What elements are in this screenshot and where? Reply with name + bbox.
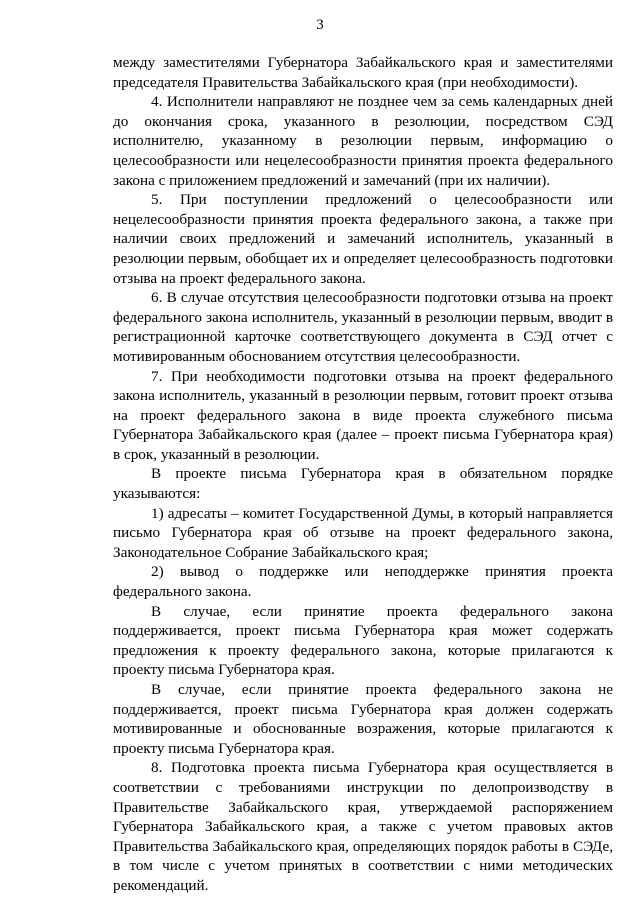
paragraph-case-supported: В случае, если принятие проекта федерального закона поддерживается, проект письма Губернатора края может содержать предложения к проекту федерального закона, которые прилагаются к проекту письма Губернатора края. bbox=[113, 602, 613, 679]
paragraph-case-not-supported: В случае, если принятие проекта федерального закона не поддерживается, проект письма Губернатора края должен содержать мотивированные и обоснованные возражения, которые прилагаются к проекту письма Губернатора края. bbox=[113, 681, 613, 757]
paragraph-item-5: 5. При поступлении предложений о целесообразности или нецелесообразности принятия проекта федерального закона, а также при наличии своих предложений и замечаний исполнитель, указанный в резолюции первым, обобщает их и определяет целесообразность подготовки отзыва на проект федерального закона. bbox=[113, 191, 613, 287]
paragraph-subitem-2: 2) вывод о поддержке или неподдержке принятия проекта федерального закона. bbox=[113, 563, 613, 601]
paragraph-subitem-1: 1) адресаты – комитет Государственной Думы, в который направляется письмо Губернатора края об отзыве на проект федерального закона, Законодательное Собрание Забайкальского края; bbox=[113, 504, 613, 561]
page-number: 3 bbox=[316, 17, 324, 33]
paragraph-item-4: 4. Исполнители направляют не позднее чем за семь календарных дней до окончания срока, указанного в резолюции, посредством СЭД исполнителю, указанному в резолюции первым, информацию о целесообразности или нецелесообразности принятия проекта федерального закона с приложением предложений и замечаний (при их наличии). bbox=[113, 93, 613, 189]
paragraph-item-6: 6. В случае отсутствия целесообразности подготовки отзыва на проект федерального закона исполнитель, указанный в резолюции первым, вводит в регистрационной карточке соответствующего документа в СЭД отчет с мотивированным обоснованием отсутствия целесообразности. bbox=[113, 289, 613, 365]
paragraph-item-8: 8. Подготовка проекта письма Губернатора края осуществляется в соответствии с требованиями инструкции по делопроизводству в Правительстве Забайкальского края, утверждаемой распоряжением Губернатора Забайкальского края, а также с учетом правовых актов Правительства Забайкальского края, определяющих порядок работы в СЭДе, в том числе с учетом принятых в соответствии с ними методических рекомендаций. bbox=[113, 759, 613, 894]
document-body bbox=[113, 53, 613, 896]
paragraph-letter-contents: В проекте письма Губернатора края в обязательном порядке указываются: bbox=[113, 465, 613, 503]
paragraph-item-7: 7. При необходимости подготовки отзыва на проект федерального закона исполнитель, указанный в резолюции первым, готовит проект отзыва на проект федерального закона в виде проекта служебного письма Губернатора Забайкальского края (далее – проект письма Губернатора края) в срок, указанный в резолюции. bbox=[113, 367, 613, 463]
paragraph-continuation: между заместителями Губернатора Забайкальского края и заместителями председателя Правительства Забайкальского края (при необходимости). bbox=[113, 54, 613, 91]
